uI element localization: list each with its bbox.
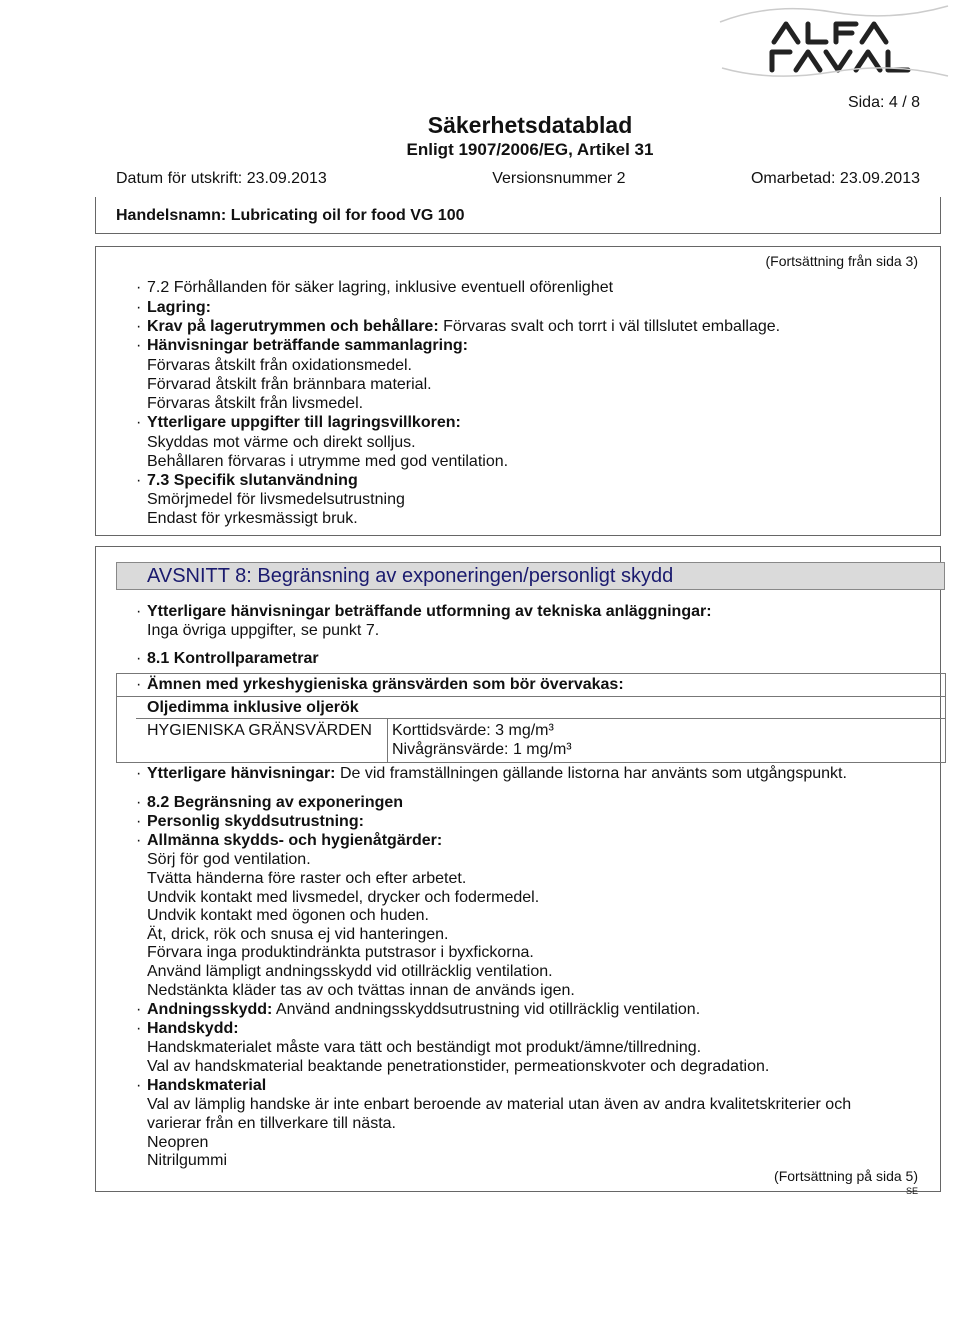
hygiene-line: Sörj för god ventilation. [147,851,311,868]
language-code: SE [905,1186,918,1196]
revised-date: Omarbetad: 23.09.2013 [750,170,920,187]
hand-protection-line: Val av handskmaterial beaktande penetrationstider, permeationskvoter och degradation. [147,1058,770,1075]
company-logo [712,4,952,78]
further-storage-label: · Ytterligare uppgifter till lagringsvillkoren: [136,414,461,431]
hygiene-line: Tvätta händerna före raster och efter arbetet. [147,870,467,887]
end-use-line: Smörjmedel för livsmedelsutrustning [147,491,405,508]
table-divider [116,696,946,697]
print-date: Datum för utskrift: 23.09.2013 [116,170,327,187]
storage-requirements: · Krav på lagerutrymmen och behållare: Förvaras svalt och torrt i väl tillslutet emballage. [136,318,781,335]
hygiene-label: · Allmänna skydds- och hygienåtgärder: [136,832,443,849]
page-number: Sida: 4 / 8 [847,94,920,111]
hyg-value: Nivågränsvärde: 1 mg/m³ [392,741,572,758]
version-number: Versionsnummer 2 [492,170,626,187]
combined-storage-line: Förvaras åtskilt från livsmedel. [147,395,364,412]
control-parameters-heading: · 8.1 Kontrollparametrar [136,650,319,667]
further-storage-line: Skyddas mot värme och direkt solljus. [147,434,416,451]
trade-name-value: Lubricating oil for food VG 100 [230,207,465,224]
section-7-2-heading: · 7.2 Förhållanden för säker lagring, inklusive eventuell oförenlighet [136,279,614,296]
trade-name [116,207,465,225]
substances-label: · Ämnen med yrkeshygieniska gränsvärden som bör övervakas: [136,676,624,693]
further-notes: · Ytterligare hänvisningar: De vid framställningen gällande listorna har använts som utgångspunkt. [136,765,847,782]
glove-material-line: Val av lämplig handske är inte enbart beroende av material utan även av andra kvalitetskriterier och [147,1096,852,1113]
hand-protection-label: · Handskydd: [136,1020,239,1037]
combined-storage-label: · Hänvisningar beträffande sammanlagring: [136,337,468,354]
hyg-column-divider [387,718,388,763]
continued-from: (Fortsättning från sida 3) [765,253,918,269]
respiratory-protection: · Andningsskydd: Använd andningsskyddsutrustning vid otillräcklig ventilation. [136,1001,701,1018]
storage-label: · Lagring: [136,299,211,316]
hygiene-line: Undvik kontakt med livsmedel, drycker och fodermedel. [147,889,540,906]
ppe-label: · Personlig skyddsutrustning: [136,813,364,830]
end-use-heading: · 7.3 Specifik slutanvändning [136,472,358,489]
tech-measures-label: · Ytterligare hänvisningar beträffande utformning av tekniska anläggningar: [136,603,712,620]
section-8-heading: AVSNITT 8: Begränsning av exponeringen/personligt skydd [116,562,945,590]
hyg-label: HYGIENISKA GRÄNSVÄRDEN [147,722,372,739]
glove-material-line: Neopren [147,1134,209,1151]
glove-material-line: varierar från en tillverkare till nästa. [147,1115,396,1132]
meta-row [116,170,920,188]
hygiene-line: Använd lämpligt andningsskydd vid otillräcklig ventilation. [147,963,553,980]
glove-material-label: · Handskmaterial [136,1077,267,1094]
exposure-heading: · 8.2 Begränsning av exponeringen [136,794,404,811]
hand-protection-line: Handskmaterialet måste vara tätt och beständigt mot produkt/ämne/tillredning. [147,1039,702,1056]
hygiene-line: Nedstänkta kläder tas av och tvättas innan de används igen. [147,982,575,999]
continued-to: (Fortsättning på sida 5) [774,1168,918,1184]
document-title: Säkerhetsdatablad [427,112,633,138]
hyg-value: Korttidsvärde: 3 mg/m³ [392,722,554,739]
document-subtitle: Enligt 1907/2006/EG, Artikel 31 [406,140,654,159]
combined-storage-line: Förvarad åtskilt från brännbara material. [147,376,432,393]
hygiene-line: Ät, drick, rök och snusa ej vid hanteringen. [147,926,449,943]
glove-material-line: Nitrilgummi [147,1152,227,1169]
further-storage-line: Behållaren förvaras i utrymme med god ventilation. [147,453,509,470]
combined-storage-line: Förvaras åtskilt från oxidationsmedel. [147,357,412,374]
hygiene-line: Undvik kontakt med ögonen och huden. [147,907,429,924]
trade-name-label: Handelsnamn: [116,207,227,224]
substance-name: Oljedimma inklusive oljerök [147,699,359,716]
hygiene-line: Förvara inga produktindränkta putstrasor i byxfickorna. [147,944,534,961]
tech-measures-value: Inga övriga uppgifter, se punkt 7. [147,622,380,639]
end-use-line: Endast för yrkesmässigt bruk. [147,510,358,527]
